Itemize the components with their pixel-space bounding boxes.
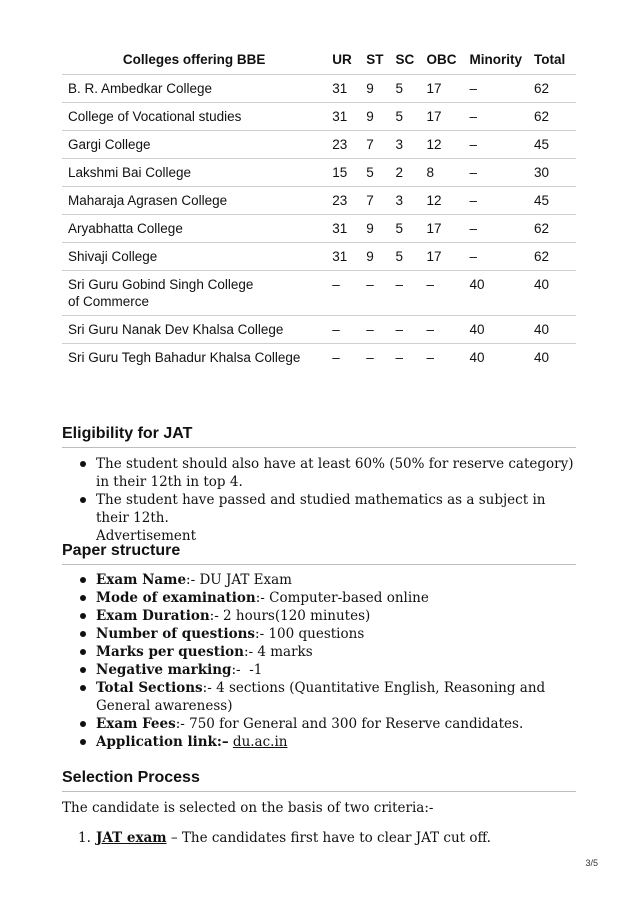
- item-label: Exam Fees: [96, 716, 176, 732]
- total-count: 40: [528, 316, 576, 344]
- sc-count: 2: [390, 159, 421, 187]
- list-item: [96, 715, 576, 733]
- st-count: –: [360, 316, 389, 344]
- item-label: Total Sections: [96, 680, 203, 696]
- ur-count: 23: [326, 187, 360, 215]
- st-count: 9: [360, 243, 389, 271]
- table-row: [62, 271, 576, 316]
- item-separator: :-: [255, 590, 265, 606]
- college-name: Maharaja Agrasen College: [62, 187, 326, 215]
- college-name: Sri Guru Gobind Singh College of Commerce: [62, 271, 326, 316]
- college-name: College of Vocational studies: [62, 103, 326, 131]
- ur-count: 31: [326, 75, 360, 103]
- total-count: 45: [528, 187, 576, 215]
- sc-count: 5: [390, 103, 421, 131]
- list-item: [96, 643, 576, 661]
- minority-count: 40: [463, 344, 528, 372]
- item-value: DU JAT Exam: [195, 572, 292, 588]
- minority-count: –: [463, 187, 528, 215]
- minority-count: 40: [463, 271, 528, 316]
- minority-count: –: [463, 243, 528, 271]
- table-row: [62, 215, 576, 243]
- selection-process-heading: Selection Process: [62, 769, 576, 792]
- item-label: Mode of examination: [96, 590, 256, 606]
- college-name: B. R. Ambedkar College: [62, 75, 326, 103]
- sc-count: –: [390, 271, 421, 316]
- ur-count: 31: [326, 243, 360, 271]
- total-count: 62: [528, 215, 576, 243]
- college-name: Sri Guru Nanak Dev Khalsa College: [62, 316, 326, 344]
- ur-count: –: [326, 316, 360, 344]
- table-row: [62, 103, 576, 131]
- total-count: 45: [528, 131, 576, 159]
- sc-count: 5: [390, 75, 421, 103]
- selection-intro: The candidate is selected on the basis of two criteria:-: [62, 800, 434, 816]
- item-separator: :-: [255, 626, 265, 642]
- list-item: The student should also have at least 60% (50% for reserve category) in their 12th in top 4.: [96, 455, 576, 491]
- total-count: 62: [528, 75, 576, 103]
- list-item: [96, 607, 576, 625]
- page-number: 3/5: [585, 858, 598, 868]
- total-count: 62: [528, 103, 576, 131]
- sc-count: 5: [390, 215, 421, 243]
- table-row: [62, 159, 576, 187]
- obc-count: –: [421, 316, 464, 344]
- college-name: Lakshmi Bai College: [62, 159, 326, 187]
- ur-count: 31: [326, 215, 360, 243]
- list-item: [96, 679, 576, 715]
- selection-steps: [62, 829, 576, 847]
- header-minority: Minority: [469, 51, 522, 67]
- st-count: –: [360, 271, 389, 316]
- obc-count: 12: [421, 131, 464, 159]
- college-name: Shivaji College: [62, 243, 326, 271]
- jat-exam-link[interactable]: JAT exam: [96, 830, 167, 846]
- table-row: [62, 131, 576, 159]
- step-number: 1.: [78, 830, 91, 846]
- sc-count: –: [390, 344, 421, 372]
- ur-count: 15: [326, 159, 360, 187]
- sc-count: –: [390, 316, 421, 344]
- ur-count: 23: [326, 131, 360, 159]
- item-value: Computer-based online: [264, 590, 429, 606]
- header-total: Total: [533, 51, 566, 67]
- header-st: ST: [366, 51, 384, 67]
- minority-count: –: [463, 131, 528, 159]
- item-separator: :-: [202, 680, 212, 696]
- total-count: 40: [528, 344, 576, 372]
- list-item: [96, 625, 576, 643]
- obc-count: 12: [421, 187, 464, 215]
- obc-count: 17: [421, 103, 464, 131]
- st-count: 9: [360, 103, 389, 131]
- item-separator: :-: [175, 716, 185, 732]
- eligibility-heading: Eligibility for JAT: [62, 425, 576, 448]
- advertisement-label: Advertisement: [96, 528, 197, 544]
- table-row: [62, 316, 576, 344]
- item-label: Marks per question: [96, 644, 244, 660]
- college-name: Sri Guru Tegh Bahadur Khalsa College: [62, 344, 326, 372]
- minority-count: 40: [463, 316, 528, 344]
- table-row: [62, 187, 576, 215]
- eligibility-list: [62, 455, 576, 545]
- sc-count: 3: [390, 131, 421, 159]
- college-name: Gargi College: [62, 131, 326, 159]
- paper-structure-list: [62, 571, 576, 751]
- list-item-text: The student have passed and studied mathematics as a subject in their 12th.: [96, 492, 546, 526]
- header-ur: UR: [332, 51, 352, 67]
- item-value: 4 marks: [253, 644, 313, 660]
- college-name: Aryabhatta College: [62, 215, 326, 243]
- ur-count: –: [326, 271, 360, 316]
- st-count: 5: [360, 159, 389, 187]
- colleges-table: [62, 44, 576, 371]
- application-link-label: Application link:–: [96, 734, 229, 750]
- minority-count: –: [463, 103, 528, 131]
- st-count: 9: [360, 75, 389, 103]
- header-college: Colleges offering BBE: [122, 51, 266, 67]
- total-count: 62: [528, 243, 576, 271]
- item-label: Negative marking: [96, 662, 232, 678]
- item-value: 2 hours(120 minutes): [218, 608, 371, 624]
- sc-count: 3: [390, 187, 421, 215]
- table-header-row: [62, 44, 576, 75]
- obc-count: 8: [421, 159, 464, 187]
- obc-count: 17: [421, 243, 464, 271]
- application-link[interactable]: du.ac.in: [232, 734, 288, 750]
- list-item: [96, 733, 576, 751]
- st-count: 7: [360, 131, 389, 159]
- item-separator: :-: [243, 644, 254, 660]
- header-sc: SC: [395, 51, 415, 67]
- list-item: [96, 589, 576, 607]
- item-value: 750 for General and 300 for Reserve candidates.: [184, 716, 524, 732]
- minority-count: –: [463, 215, 528, 243]
- item-label: Exam Name: [96, 572, 187, 588]
- list-item: [96, 661, 576, 679]
- total-count: 30: [528, 159, 576, 187]
- obc-count: –: [421, 344, 464, 372]
- list-item: [96, 571, 576, 589]
- minority-count: –: [463, 75, 528, 103]
- step-text: – The candidates first have to clear JAT cut off.: [166, 830, 491, 846]
- item-separator: :-: [231, 662, 241, 678]
- obc-count: 17: [421, 215, 464, 243]
- item-value: 4 sections (Quantitative English, Reasoning and General awareness): [96, 680, 550, 714]
- header-obc: OBC: [426, 51, 457, 67]
- st-count: 9: [360, 215, 389, 243]
- st-count: –: [360, 344, 389, 372]
- total-count: 40: [528, 271, 576, 316]
- item-separator: :-: [209, 608, 219, 624]
- table-row: [62, 243, 576, 271]
- paper-structure-heading: Paper structure: [62, 542, 576, 565]
- ur-count: 31: [326, 103, 360, 131]
- ur-count: –: [326, 344, 360, 372]
- list-item: [78, 829, 576, 847]
- obc-count: 17: [421, 75, 464, 103]
- item-separator: :-: [186, 572, 196, 588]
- table-row: [62, 344, 576, 372]
- item-value: 100 questions: [264, 626, 365, 642]
- table-row: [62, 75, 576, 103]
- item-label: Number of questions: [96, 626, 256, 642]
- obc-count: –: [421, 271, 464, 316]
- st-count: 7: [360, 187, 389, 215]
- list-item: [96, 491, 576, 545]
- item-value: -1: [240, 662, 263, 678]
- sc-count: 5: [390, 243, 421, 271]
- minority-count: –: [463, 159, 528, 187]
- item-label: Exam Duration: [96, 608, 210, 624]
